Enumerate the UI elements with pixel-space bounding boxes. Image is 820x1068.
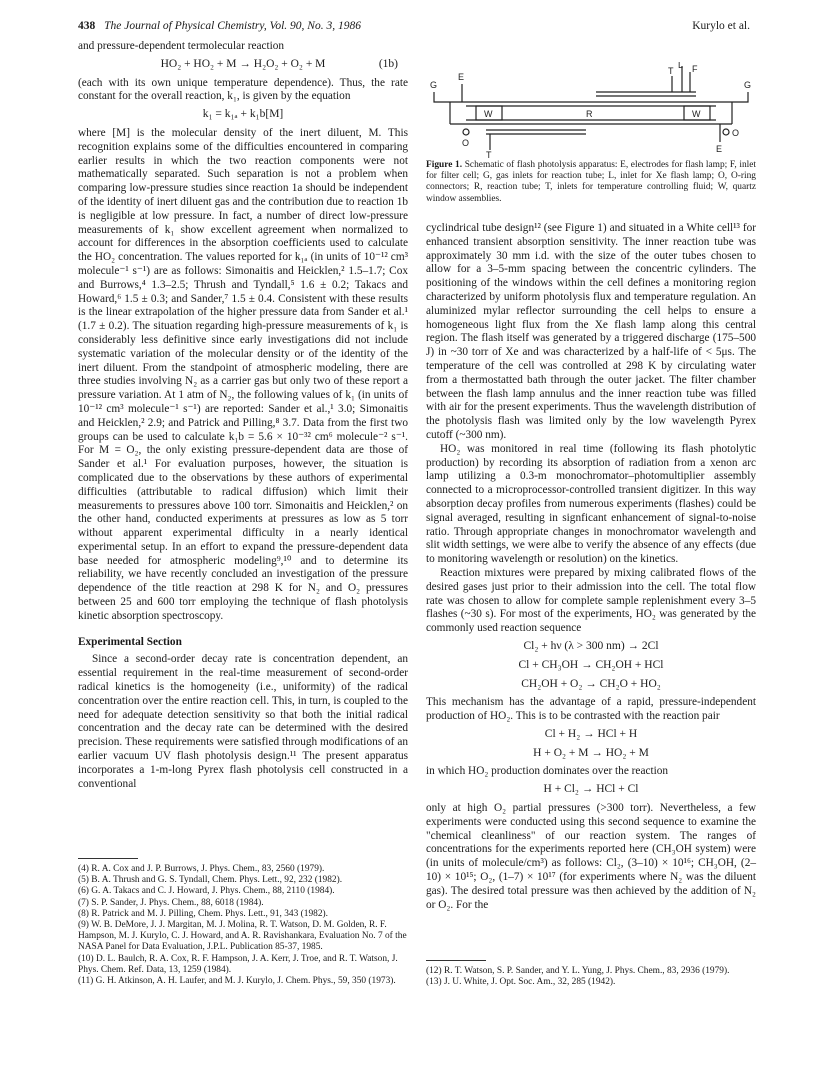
page-number: 438 <box>78 20 96 32</box>
running-header-authors: Kurylo et al. <box>692 20 750 32</box>
apparatus-schematic <box>426 62 756 158</box>
footnote-rule <box>78 858 138 859</box>
figure-caption <box>426 160 756 205</box>
label-e-bottom: E <box>716 144 723 154</box>
label-w-left: W <box>484 109 493 119</box>
paragraph: (each with its own unique temperature dependence). Thus, the rate constant for the overall reaction, k₁, is given by the equation <box>78 76 408 103</box>
label-o-right: O <box>732 128 740 138</box>
equation-1b-tag: (1b) <box>378 57 398 70</box>
footnote: (7) S. P. Sander, J. Phys. Chem., 88, 6018 (1984). <box>78 897 264 908</box>
footnote: (13) J. U. White, J. Opt. Soc. Am., 32, 285 (1942). <box>426 977 616 988</box>
equation-k1: k₁ = k₁ₐ + k₁b[M] <box>202 108 284 121</box>
journal-citation: The Journal of Physical Chemistry, Vol. 90, No. 3, 1986 <box>104 20 361 32</box>
label-w-right: W <box>692 109 701 119</box>
paragraph: cyclindrical tube design¹² (see Figure 1) and situated in a White cell¹³ for enhanced transient absorption sensitivity. The inner reaction tube was approximately 30 mm i.d. with the size of the outer tubes chosen to allow for a 3–5-mm spacing between the concentric cylinders. The positioning of the windows within the cell defines a monitoring region characterized by uniform photolysis flux and temperature regulation. An aluminized mylar reflector surrounding the cell helps to ensure a homogeneous light flux from the Xe flash lamp along this central region. The flash itself was generated by a triggered discharge (175–500 J) in ~30 torr of Xe and was characterized by a half-life of < 5μs. The temperature of the cell was controlled at 298 K by circulating water from a thermostatted bath through the outer jacket. The filter chamber between the flash lamp annulus and the inner reaction tube was filled with air for the present experiments. Thus the wavelength distribution of the photolysis flash was limited only by the low wavelength Pyrex cutoff (~300 nm). <box>426 222 756 441</box>
footnote-rule <box>426 960 486 961</box>
equation-1b <box>78 58 408 72</box>
footnotes-left <box>78 858 408 987</box>
figure-caption-label: Figure 1. <box>426 160 463 170</box>
running-header-left <box>78 20 361 32</box>
paragraph: HO₂ was monitored in real time (following its flash photolytic production) by recording its absorption of radiation from a xenon arc lamp utilizing a 0.3-m monochromator–photomultiplier assembly connected to a microprocessor-controlled transient digitizer. In this way absorption decay profiles from numerous experiments (flashes) could be signal averaged, resulting in signficant enhancement of signal-to-noise ratio. Through appropriate changes in monochromator wavelength and slit width settings, we were albe to verify the absence of any effects (due to monitoring wavelength or resolution) on the kinetics. <box>426 442 756 566</box>
right-column <box>426 222 756 912</box>
paragraph: Since a second-order decay rate is concentration dependent, an essential requirement in the real-time measurement of second-order radical kinetics is the homogeneity (i.e., uniformity) of the radical concentration over the entire reaction cell. This, in turn, is coupled to the need for adequate detection sensitivity so that both the initial radical concentration and the decay rate can be determined with the desired precision. These requirements were satisfied through modifications of an earlier vacuum UV flash photolysis design.¹¹ The present apparatus incorporates a 1-m-long Pyrex flash photolysis cell constructed in a conventional <box>78 653 408 790</box>
footnote: (4) R. A. Cox and J. P. Burrows, J. Phys. Chem., 83, 2560 (1979). <box>78 864 325 874</box>
section-heading: Experimental Section <box>78 635 182 648</box>
left-column <box>78 40 408 791</box>
paragraph: Reaction mixtures were prepared by mixing calibrated flows of the desired gases just prior to their admission into the cell. The total flow rate was chosen to allow for complete sample replenishment every 3–5 flashes (~30 s). For most of the experiments, HO₂ was generated by the commonly used reaction sequence <box>426 566 756 635</box>
label-t-top: T <box>668 66 674 76</box>
paragraph: only at high O₂ partial pressures (>300 torr). Nevertheless, a few experiments were conducted using this second sequence to examine the "chemical cleanliness" of our reaction system. The ranges of concentrations for the experiments reported here (CH₃OH system) were (in units of molecule/cm³) as follows: Cl₂, (3–10) × 10¹⁶; CH₃OH, (2–10) × 10¹⁵; O₂, (1–7) × 10¹⁷ (for experiments where N₂ was the diluent gas). The desired total pressure was then achieved by the addition of N₂ or O₂. For the <box>426 802 756 911</box>
footnote: (12) R. T. Watson, S. P. Sander, and Y. L. Yung, J. Phys. Chem., 83, 2936 (1979). <box>426 966 730 976</box>
label-e-top: E <box>458 72 465 82</box>
equation: Cl + CH₃OH → CH₂OH + HCl <box>518 658 664 671</box>
label-g-left: G <box>430 80 438 90</box>
footnote: (8) R. Patrick and M. J. Pilling, Chem. Phys. Lett., 91, 343 (1982). <box>78 908 328 919</box>
footnote: (9) W. B. DeMore, J. J. Margitan, M. J. Molina, R. T. Watson, D. M. Golden, R. F. Hampson, M. J. Kurylo, C. J. Howard, and A. R. Ravishankara, Evaluation No. 7 of the NASA Panel for Data Evaluation, J.P.L. Publication 85-37, 1985. <box>78 920 407 953</box>
figure-caption-text: Schematic of flash photolysis apparatus: E, electrodes for flash lamp; F, inlet for filter cell; G, gas inlets for reaction tube; L, inlet for Xe flash lamp; O, O-ring connectors; R, reaction tube; T, inlets for temperature controlling fluid; W, quartz window assemblies. <box>426 160 757 204</box>
label-l: L <box>678 62 684 70</box>
paragraph: where [M] is the molecular density of the inert diluent, M. This recognition explains some of the difficulties encountered in comparing earlier results in which the two reaction components were not mathematically separated. Such separation is not a problem when comparing low-pressure studies since reaction 1a should be independent of the identity of inert diluent gas and the contribution due to reaction 1b is negligible at low pressure. In fact, a number of direct low-pressure measurements of k₁ show excellent agreement when normalized to account for differences in the absorption coefficients used to calculate the HO₂ concentration. The values reported for k₁ₐ (in units of 10⁻¹² cm³ molecule⁻¹ s⁻¹) are as follows: Simonaitis and Heicklen,² 1.5–1.7; Cox and Burrows,⁴ 1.3–2.5; Thrush and Tyndall,⁵ 1.6 ± 0.2; Takacs and Howard,⁶ 1.5 ± 0.3; and Sander,⁷ 1.5 ± 0.4. Consistent with these results is the linear extrapolation of the higher pressure data from Sander et al.¹ (1.7 ± 0.2). The situation regarding high-pressure measurements of k₁ is considerably less definitive since early investigations did not include systematic variation of the molecular density or of the identity of the inert diluent. From the standpoint of atmospheric modeling, there are three studies involving N₂ as a carrier gas but only two of these report a pressure variation. At 1 atm of N₂, the following values of k₁ (in units of 10⁻¹² cm³ molecule⁻¹ s⁻¹) are reported: Sander et al.,¹ 3.0; Simonaitis and Heicklen,² 2.9; and Patrick and Pilling,⁸ 3.7. Data from the first two groups can be used to calculate k₁b = 5.6 × 10⁻³² cm⁶ molecule⁻² s⁻¹. For M = O₂, the only existing pressure-dependent data are those of Sander et al.¹ For evaluation purposes, however, the situation is complicated due to the observations by these authors of experimental difficulties (attributable to radical diffusion) which limit their measurements to pressures above 100 torr. Simonaitis and Heicklen,² on the other hand, conducted experiments at pressures as low as 5 torr without apparent experimental difficulty in a nearly identical experimental setup. In an effort to expand the pressure-dependent data base needed for atmospheric modeling⁹,¹⁰ and to determine its reliability, we have recently concluded an investigation of the pressure dependence of the title reaction at 298 K for N₂ and O₂ pressures between 25 and 600 torr employing the technique of flash photolysis kinetic absorption spectroscopy. <box>78 126 408 622</box>
footnote: (6) G. A. Takacs and C. J. Howard, J. Phys. Chem., 88, 2110 (1984). <box>78 886 335 897</box>
equation-1b-body: HO₂ + HO₂ + M → H₂O₂ + O₂ + M <box>160 57 326 70</box>
footnotes-right <box>426 960 756 988</box>
footnote: (10) D. L. Baulch, R. A. Cox, R. F. Hampson, J. A. Kerr, J. Troe, and R. T. Watson, J. Phys. Chem. Ref. Data, 13, 1259 (1984). <box>78 953 398 975</box>
label-o-left: O <box>462 138 470 148</box>
intro-line: and pressure-dependent termolecular reaction <box>78 40 285 52</box>
equation: Cl + H₂ → HCl + H <box>544 727 638 740</box>
equation: H + Cl₂ → HCl + Cl <box>543 783 639 796</box>
paragraph: This mechanism has the advantage of a rapid, pressure-independent production of HO₂. This is to be contrasted with the reaction pair <box>426 696 756 723</box>
label-r: R <box>586 109 593 119</box>
equation: CH₂OH + O₂ → CH₂O + HO₂ <box>521 677 661 690</box>
footnote: (5) B. A. Thrush and G. S. Tyndall, Chem. Phys. Lett., 92, 232 (1982). <box>78 875 343 886</box>
label-f: F <box>692 64 698 74</box>
equation: Cl₂ + hν (λ > 300 nm) → 2Cl <box>523 639 659 652</box>
paragraph: in which HO₂ production dominates over the reaction <box>426 765 669 778</box>
footnote: (11) G. H. Atkinson, A. H. Laufer, and M. J. Kurylo, J. Chem. Phys., 59, 350 (1973). <box>78 976 396 987</box>
label-g-right: G <box>744 80 752 90</box>
label-t-bottom: T <box>486 150 492 158</box>
equation: H + O₂ + M → HO₂ + M <box>533 746 649 759</box>
